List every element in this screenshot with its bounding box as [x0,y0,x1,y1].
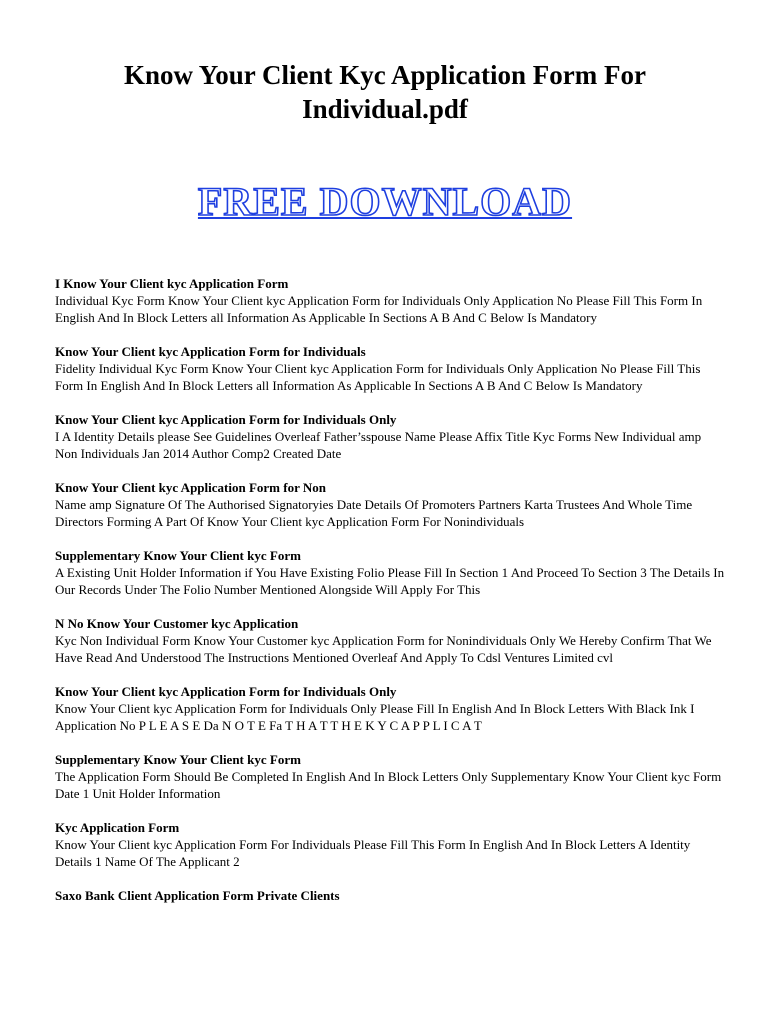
result-heading: Know Your Client kyc Application Form for Individuals [55,344,366,359]
result-heading: Supplementary Know Your Client kyc Form [55,752,301,767]
result-heading: Know Your Client kyc Application Form for Individuals Only [55,684,397,699]
list-item [55,751,725,802]
list-item [55,343,725,394]
list-item [55,479,725,530]
result-text: Know Your Client kyc Application Form For Individuals Please Fill This Form In English And In Block Letters A Identity Details 1 Name Of The Applicant 2 [55,837,691,869]
page-title: Know Your Client Kyc Application Form For Individual.pdf [124,60,646,124]
list-item [55,615,725,666]
result-text: Name amp Signature Of The Authorised Signatoryies Date Details Of Promoters Partners Karta Trustees And Whole Time Directors Forming A Part Of Know Your Client kyc Application Form For Nonindividuals [55,497,693,529]
result-heading: Know Your Client kyc Application Form for Individuals Only [55,412,397,427]
result-text: Individual Kyc Form Know Your Client kyc Application Form for Individuals Only Application No Please Fill This Form In English And In Block Letters all Information As Applicable In Sections A B And C Below Is Mandatory [55,293,703,325]
free-download-link[interactable]: FREE DOWNLOAD [197,179,573,224]
result-text: I A Identity Details please See Guidelines Overleaf Father’sspouse Name Please Affix Title Kyc Forms New Individual amp Non Individuals Jan 2014 Author Comp2 Created Date [55,429,702,461]
result-heading: I Know Your Client kyc Application Form [55,276,289,291]
list-item [55,275,725,326]
search-results-list [55,275,725,921]
result-heading: N No Know Your Customer kyc Application [55,616,299,631]
list-item [55,547,725,598]
list-item [55,887,725,904]
list-item [55,683,725,734]
result-heading: Kyc Application Form [55,820,180,835]
result-text: Kyc Non Individual Form Know Your Customer kyc Application Form for Nonindividuals Only We Hereby Confirm That We Have Read And Understood The Instructions Mentioned Overleaf And Apply To Cdsl Ventures Limited cvl [55,633,712,665]
result-text: The Application Form Should Be Completed In English And In Block Letters Only Supplementary Know Your Client kyc Form Date 1 Unit Holder Information [55,769,722,801]
result-heading: Supplementary Know Your Client kyc Form [55,548,301,563]
result-text: Know Your Client kyc Application Form for Individuals Only Please Fill In English And In Block Letters With Black Ink I Application No P L E A S E Da N O T E Fa T H A T T H E K Y C A P P L I C A T [55,701,695,733]
list-item [55,411,725,462]
download-container [0,178,770,226]
result-heading: Saxo Bank Client Application Form Private Clients [55,888,340,903]
result-heading: Know Your Client kyc Application Form for Non [55,480,326,495]
result-text: Fidelity Individual Kyc Form Know Your Client kyc Application Form for Individuals Only Application No Please Fill This Form In English And In Block Letters all Information As Applicable In Sections A B And C Below Is Mandatory [55,361,701,393]
list-item [55,819,725,870]
result-text: A Existing Unit Holder Information if You Have Existing Folio Please Fill In Section 1 And Proceed To Section 3 The Details In Our Records Under The Folio Number Mentioned Alongside Will Apply For This [55,565,725,597]
